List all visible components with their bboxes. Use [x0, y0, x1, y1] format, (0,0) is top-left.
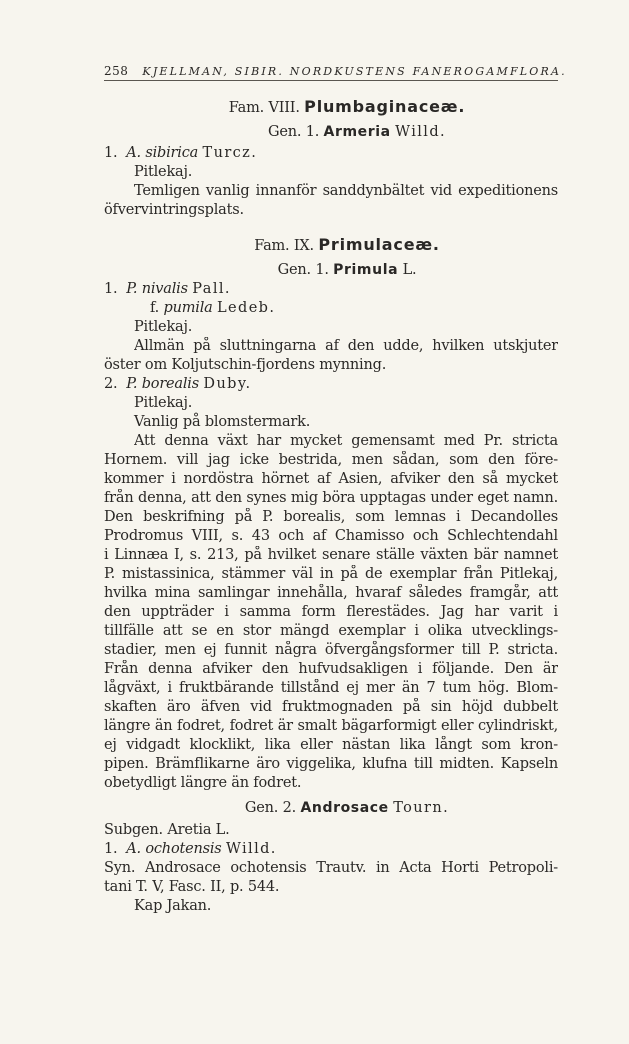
species-entry-primula-borealis: 2. P. borealis Duby. [104, 376, 252, 392]
paragraph-line: längre än fodret, fodret är smalt bägarformigt eller cylindriskt, [104, 718, 558, 734]
paragraph-line: Temligen vanlig innanför sanddynbältet vid expeditionens [134, 183, 558, 199]
paragraph-line: skaften äro äfven vid fruktmognaden på sin höjd dubbelt [104, 699, 558, 715]
paragraph-line: i Linnæa I, s. 213, på hvilket senare ställe växten bär namnet [104, 547, 558, 563]
paragraph-line: från denna, att den synes mig böra upptagas under eget namn. [104, 490, 558, 506]
page-number: 258 [104, 64, 129, 78]
species-entry-armeria-sibirica: 1. A. sibirica Turcz. [104, 145, 258, 161]
genus-heading-primula: Gen. 1. Primula L. [277, 262, 417, 278]
synonym-line: Syn. Androsace ochotensis Trautv. in Acta Horti Petropoli- [104, 860, 558, 876]
paragraph-line: Allmän på sluttningarna af den udde, hvilken utskjuter [134, 338, 558, 354]
locality: Pitlekaj. [134, 164, 193, 180]
header-rule [104, 80, 558, 81]
family-heading-ix: Fam. IX. Primulaceæ. [254, 235, 440, 254]
genus-heading-androsace: Gen. 2. Androsace Tourn. [244, 800, 450, 816]
subgenus-line: Subgen. Aretia L. [104, 822, 230, 838]
family-heading-viii: Fam. VIII. Plumbaginaceæ. [228, 97, 466, 116]
paragraph-line: stadier, men ej funnit några öfvergångsformer till P. stricta. [104, 642, 558, 658]
paragraph-line: Att denna växt har mycket gemensamt med Pr. stricta [134, 433, 558, 449]
paragraph-line: tillfälle att se en stor mängd exemplar i olika utvecklings- [104, 623, 558, 639]
locality: Pitlekaj. [134, 319, 193, 335]
frequency-note: Vanlig på blomstermark. [134, 414, 311, 430]
synonym-line: tani T. V, Fasc. II, p. 544. [104, 879, 280, 895]
paragraph-line: Från denna afviker den hufvudsakligen i följande. Den är [104, 661, 558, 677]
species-entry-primula-nivalis: 1. P. nivalis Pall. [104, 281, 231, 297]
paragraph-line: P. mistassinica, stämmer väl in på de exemplar från Pitlekaj, [104, 566, 558, 582]
paragraph-line: obetydligt längre än fodret. [104, 775, 302, 791]
paragraph-line: pipen. Brämflikarne äro viggelika, klufna till midten. Kapseln [104, 756, 558, 772]
paragraph-line: lågväxt, i fruktbärande tillstånd ej mer än 7 tum hög. Blom- [104, 680, 558, 696]
locality: Pitlekaj. [134, 395, 193, 411]
paragraph-line: Hornem. vill jag icke bestrida, men sådan, som den före- [104, 452, 558, 468]
paragraph-line: ej vidgadt klocklikt, lika eller nästan lika långt som kron- [104, 737, 558, 753]
running-title: KJELLMAN, SIBIR. NORDKUSTENS FANEROGAMFLORA. [142, 65, 567, 78]
locality: Kap Jakan. [134, 898, 212, 914]
paragraph-line: Den beskrifning på P. borealis, som lemnas i Decandolles [104, 509, 558, 525]
paragraph-line: Prodromus VIII, s. 43 och af Chamisso och Schlechtendahl [104, 528, 558, 544]
paragraph-line: kommer i nordöstra hörnet af Asien, afviker den så mycket [104, 471, 558, 487]
running-header [104, 62, 567, 81]
paragraph-line: hvilka mina samlingar innehålla, hvaraf således framgår, att [104, 585, 558, 601]
paragraph-line: öfvervintringsplats. [104, 202, 244, 218]
paragraph-line: öster om Koljutschin-fjordens mynning. [104, 357, 387, 373]
genus-heading-armeria: Gen. 1. Armeria Willd. [267, 124, 447, 140]
species-entry-androsace-ochotensis: 1. A. ochotensis Willd. [104, 841, 277, 857]
form-entry-pumila: f. pumila Ledeb. [150, 300, 276, 316]
paragraph-line: den uppträder i samma form flerestädes. Jag har varit i [104, 604, 558, 620]
